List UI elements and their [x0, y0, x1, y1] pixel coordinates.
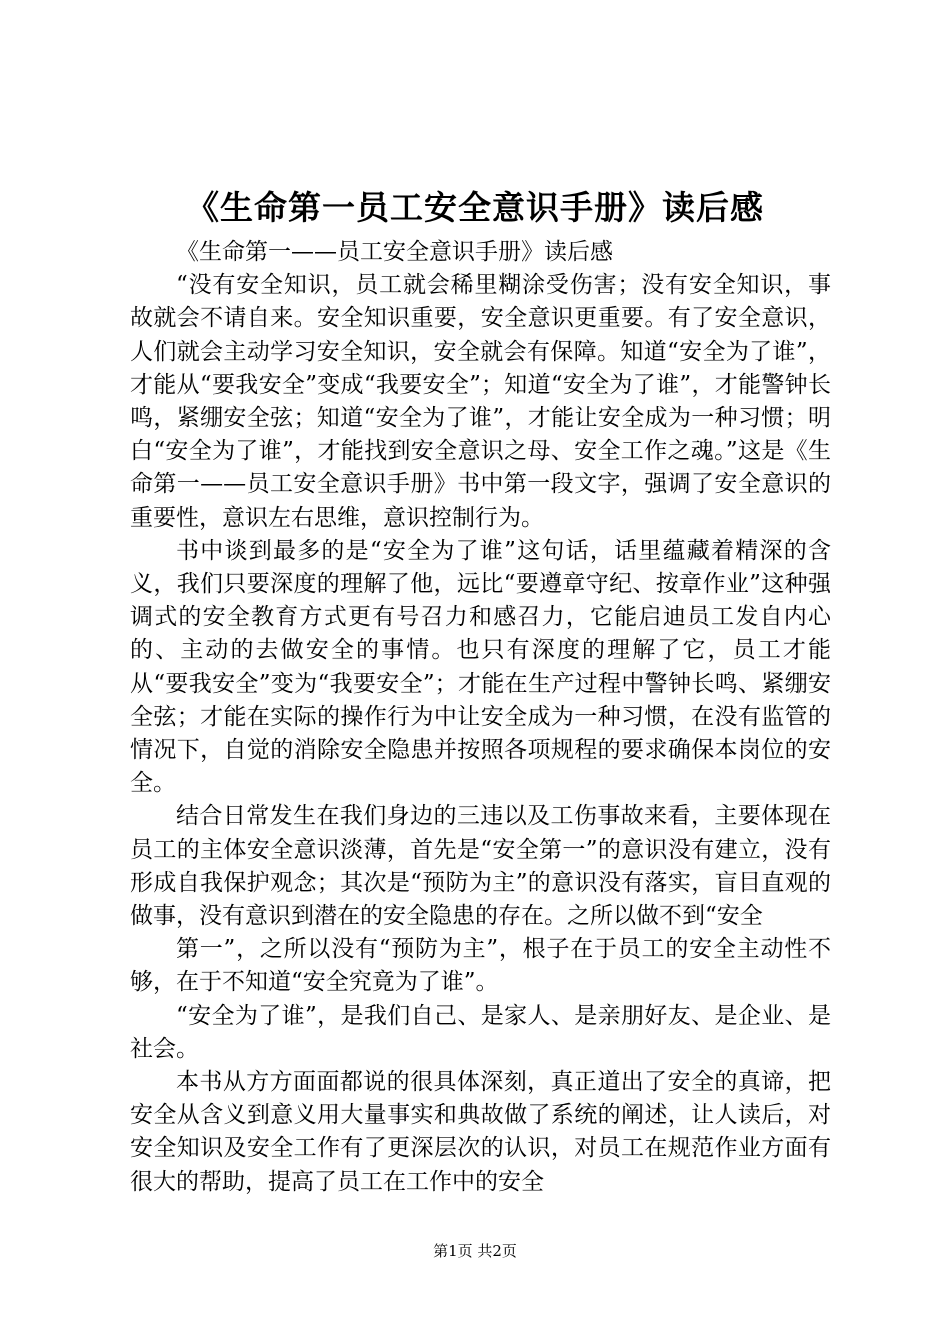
- paragraph: 第一”，之所以没有“预防为主”，根子在于员工的安全主动性不够，在于不知道“安全究竟为了谁”。: [130, 936, 831, 996]
- paragraph: 本书从方方面面都说的很具体深刻，真正道出了安全的真谛，把安全从含义到意义用大量事实和典故做了系统的阐述，让人读后，对安全知识及安全工作有了更深层次的认识，对员工在规范作业方面有很大的帮助，提高了员工在工作中的安全: [130, 1069, 831, 1195]
- document-body: [130, 236, 831, 1199]
- paragraph-subtitle: 《生命第一——员工安全意识手册》读后感: [176, 239, 613, 265]
- paragraph: 书中谈到最多的是“安全为了谁”这句话，话里蕴藏着精深的含义，我们只要深度的理解了他，远比“要遵章守纪、按章作业”这种强调式的安全教育方式更有号召力和感召力，它能启迪员工发自内心的、主动的去做安全的事情。也只有深度的理解了它，员工才能从“要我安全”变为“我要安全”；才能在生产过程中警钟长鸣、紧绷安全弦；才能在实际的操作行为中让安全成为一种习惯，在没有监管的情况下，自觉的消除安全隐患并按照各项规程的要求确保本岗位的安全。: [130, 537, 831, 797]
- paragraph: “安全为了谁”，是我们自己、是家人、是亲朋好友、是企业、是社会。: [130, 1002, 831, 1062]
- paragraph: “没有安全知识，员工就会稀里糊涂受伤害；没有安全知识，事故就会不请自来。安全知识重要，安全意识更重要。有了安全意识，人们就会主动学习安全知识，安全就会有保障。知道“安全为了谁”，才能从“要我安全”变成“我要安全”；知道“安全为了谁”，才能警钟长鸣，紧绷安全弦；知道“安全为了谁”，才能让安全成为一种习惯；明白“安全为了谁”，才能找到安全意识之母、安全工作之魂。”这是《生命第一——员工安全意识手册》书中第一段文字，强调了安全意识的重要性，意识左右思维，意识控制行为。: [130, 272, 831, 531]
- page-footer: 第1页 共2页: [433, 1242, 517, 1260]
- paragraph: 结合日常发生在我们身边的三违以及工伤事故来看，主要体现在员工的主体安全意识淡薄，首先是“安全第一”的意识没有建立，没有形成自我保护观念；其次是“预防为主”的意识没有落实，盲目直观的做事，没有意识到潜在的安全隐患的存在。之所以做不到“安全: [130, 803, 831, 930]
- document-title: 《生命第一员工安全意识手册》读后感: [186, 188, 764, 227]
